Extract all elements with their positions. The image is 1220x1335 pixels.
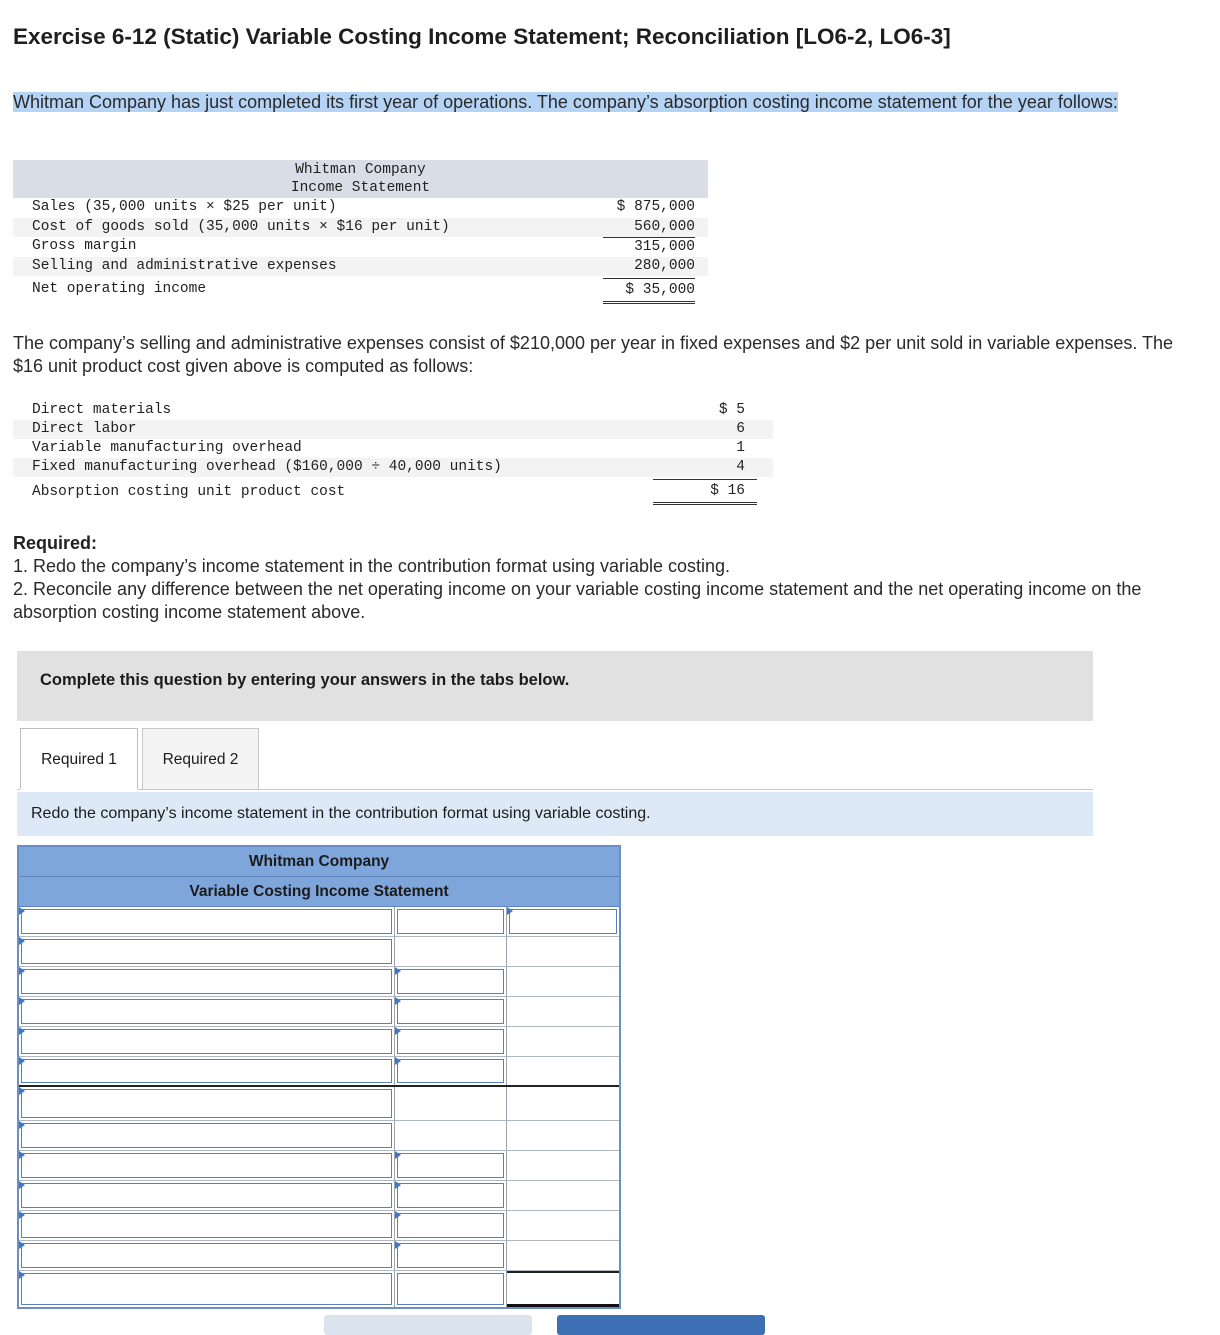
- amount-input[interactable]: [397, 999, 504, 1024]
- row-amount: 4: [736, 459, 745, 475]
- intro-text: [13, 91, 1183, 114]
- label-input[interactable]: [21, 1029, 392, 1054]
- answer-row: [19, 1057, 619, 1087]
- dropdown-marker-icon: [19, 937, 25, 945]
- amount-input[interactable]: [397, 1273, 504, 1305]
- dropdown-marker-icon: [395, 1057, 401, 1065]
- required-item-1: 1. Redo the company’s income statement in the contribution format using variable costing.: [13, 556, 731, 576]
- answer-row: [19, 1241, 619, 1271]
- intro-text-highlight: Whitman Company has just completed its first year of operations. The company’s absorption costing income statement for the year follows:: [13, 92, 1118, 112]
- statement-row: [13, 257, 708, 277]
- label-input[interactable]: [21, 1123, 392, 1148]
- dropdown-marker-icon: [395, 1211, 401, 1219]
- dropdown-marker-icon: [395, 1241, 401, 1249]
- absorption-income-statement: [13, 160, 708, 303]
- answer-row: [19, 967, 619, 997]
- answer-row: [19, 1121, 619, 1151]
- page-title: Exercise 6-12 (Static) Variable Costing Income Statement; Reconciliation [LO6-2, LO6-3]: [13, 24, 951, 49]
- required-heading: Required:: [13, 533, 98, 553]
- statement-row: [13, 276, 708, 303]
- dropdown-marker-icon: [395, 1027, 401, 1035]
- banner-text: Complete this question by entering your answers in the tabs below.: [40, 671, 570, 689]
- dropdown-marker-icon: [19, 967, 25, 975]
- statement-row: [13, 237, 708, 257]
- row-label: Fixed manufacturing overhead ($160,000 ÷ 40,000 units): [32, 459, 502, 475]
- answer-row: [19, 1027, 619, 1057]
- income-statement-header: [13, 160, 708, 198]
- dropdown-marker-icon: [19, 1121, 25, 1129]
- row-label: Direct materials: [32, 402, 172, 418]
- label-input[interactable]: [21, 999, 392, 1024]
- dropdown-marker-icon: [19, 1211, 25, 1219]
- unit-cost-row: [13, 458, 773, 477]
- row-label: Net operating income: [32, 281, 207, 297]
- answer-table-title: Variable Costing Income Statement: [19, 877, 619, 907]
- next-button[interactable]: [557, 1315, 765, 1335]
- unit-cost-row: [13, 401, 773, 420]
- label-input[interactable]: [21, 1243, 392, 1268]
- answer-row: [19, 907, 619, 937]
- answer-row: [19, 1087, 619, 1121]
- instructions-banner: [17, 651, 1093, 721]
- row-amount: 560,000: [634, 218, 695, 235]
- row-label: Variable manufacturing overhead: [32, 440, 302, 456]
- row-label: Gross margin: [32, 238, 137, 254]
- total-input[interactable]: [509, 909, 617, 934]
- row-amount: $ 5: [718, 402, 745, 418]
- dropdown-marker-icon: [19, 907, 25, 915]
- required-item-2: 2. Reconcile any difference between the net operating income on your variable costing income statement and the net operating income on the absorption costing income statement above.: [13, 579, 1142, 622]
- dropdown-marker-icon: [19, 1271, 25, 1279]
- amount-input[interactable]: [397, 1243, 504, 1268]
- row-label: Sales (35,000 units × $25 per unit): [32, 199, 337, 215]
- row-label: Direct labor: [32, 421, 137, 437]
- answer-row: [19, 1151, 619, 1181]
- answer-row: [19, 997, 619, 1027]
- previous-button[interactable]: [324, 1315, 532, 1335]
- row-label: Cost of goods sold (35,000 units × $16 per unit): [32, 218, 450, 235]
- amount-input[interactable]: [397, 909, 504, 934]
- income-statement-name: Income Statement: [290, 180, 431, 196]
- tab-instruction: Redo the company’s income statement in the contribution format using variable costing.: [17, 792, 1093, 836]
- dropdown-marker-icon: [19, 1241, 25, 1249]
- statement-row: [13, 198, 708, 218]
- label-input[interactable]: [21, 1089, 392, 1118]
- row-amount: 1: [736, 440, 745, 456]
- amount-input[interactable]: [397, 1029, 504, 1054]
- dropdown-marker-icon: [395, 967, 401, 975]
- row-amount: 280,000: [634, 257, 695, 274]
- dropdown-marker-icon: [19, 1181, 25, 1189]
- expense-description: The company’s selling and administrative expenses consist of $210,000 per year in fixed expenses and $2 per unit sold in variable expenses. The $16 unit product cost given above is computed as follows:: [13, 333, 1174, 376]
- label-input[interactable]: [21, 909, 392, 934]
- dropdown-marker-icon: [395, 1181, 401, 1189]
- answer-row: [19, 1211, 619, 1241]
- row-amount: $ 16: [653, 479, 757, 505]
- row-label: Absorption costing unit product cost: [32, 484, 346, 500]
- amount-input[interactable]: [397, 1153, 504, 1178]
- row-amount: $ 875,000: [616, 199, 695, 215]
- unit-cost-row: [13, 439, 773, 458]
- row-amount: 6: [736, 421, 745, 437]
- tab-divider: [17, 789, 1093, 790]
- answer-row: [19, 937, 619, 967]
- label-input[interactable]: [21, 939, 392, 964]
- dropdown-marker-icon: [19, 1151, 25, 1159]
- dropdown-marker-icon: [395, 997, 401, 1005]
- label-input[interactable]: [21, 1153, 392, 1178]
- tab-required-1[interactable]: Required 1: [20, 728, 138, 790]
- variable-costing-answer-table: [17, 845, 621, 1309]
- label-input[interactable]: [21, 1213, 392, 1238]
- amount-input[interactable]: [397, 969, 504, 994]
- answer-row: [19, 1271, 619, 1307]
- dropdown-marker-icon: [507, 907, 513, 915]
- statement-row: [13, 218, 708, 238]
- label-input[interactable]: [21, 1273, 392, 1305]
- dropdown-marker-icon: [19, 1057, 25, 1065]
- label-input[interactable]: [21, 969, 392, 994]
- income-statement-company: Whitman Company: [295, 162, 426, 178]
- label-input[interactable]: [21, 1183, 392, 1208]
- dropdown-marker-icon: [19, 997, 25, 1005]
- row-amount: $ 35,000: [603, 278, 695, 304]
- amount-input[interactable]: [397, 1183, 504, 1208]
- dropdown-marker-icon: [19, 1087, 25, 1095]
- answer-row: [19, 1181, 619, 1211]
- tab-required-2[interactable]: Required 2: [142, 728, 259, 790]
- answer-table-company: Whitman Company: [19, 847, 619, 877]
- dropdown-marker-icon: [395, 1151, 401, 1159]
- amount-input[interactable]: [397, 1059, 504, 1083]
- unit-cost-table: [13, 401, 773, 507]
- row-label: Selling and administrative expenses: [32, 257, 337, 274]
- label-input[interactable]: [21, 1059, 392, 1083]
- dropdown-marker-icon: [19, 1027, 25, 1035]
- row-amount: 315,000: [603, 237, 695, 258]
- unit-cost-row: [13, 477, 773, 507]
- unit-cost-row: [13, 420, 773, 439]
- amount-input[interactable]: [397, 1213, 504, 1238]
